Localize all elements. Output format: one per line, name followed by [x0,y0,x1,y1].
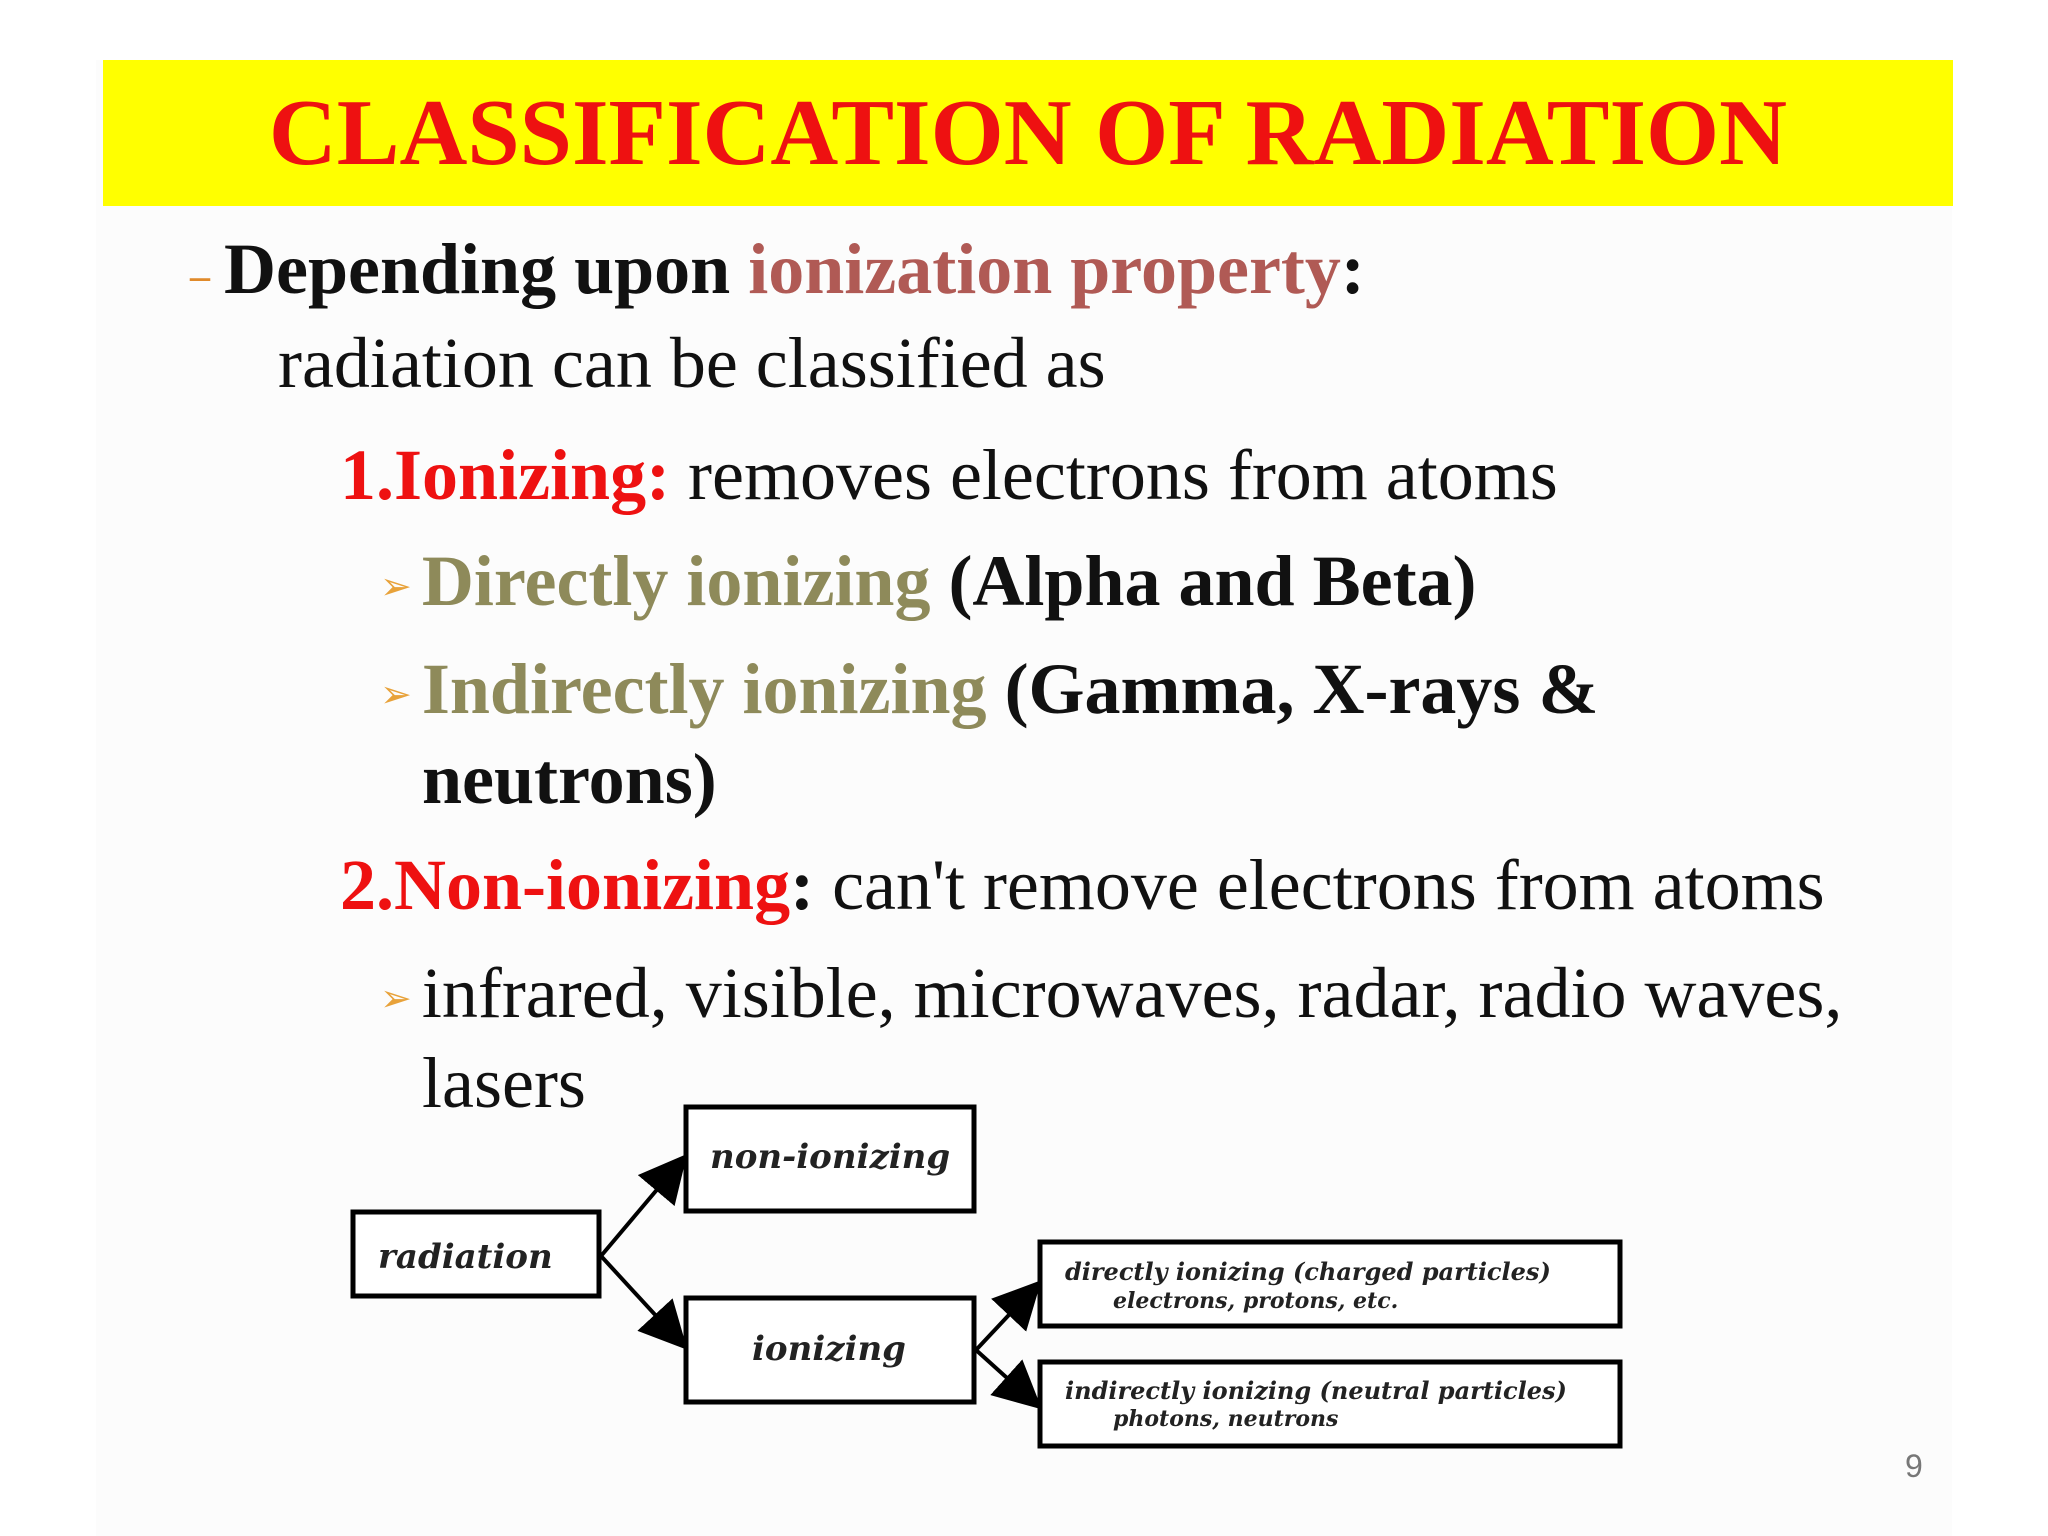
directly-ionizing-title: directly ionizing (charged particles) [1065,1257,1551,1286]
intro-prefix: Depending upon [224,229,749,309]
subitem-text-continuation: lasers [422,1043,586,1123]
item-non-ionizing [340,844,1825,927]
subitem-indirectly-ionizing [380,648,1598,731]
radiation-label: radiation [378,1237,553,1277]
arrow-bullet-icon: ➢ [380,566,412,608]
title-banner [103,60,1953,206]
arrow-bullet-icon: ➢ [380,978,412,1020]
arrow-to-non-ionizing [601,1160,682,1256]
item-description-non-ionizing: can't remove electrons from atoms [814,845,1825,925]
directly-ionizing-examples: electrons, protons, etc. [1113,1288,1399,1314]
indirectly-ionizing-examples: photons, neutrons [1113,1406,1339,1432]
arrow-to-indirectly-ionizing [976,1350,1036,1404]
arrow-to-directly-ionizing [976,1286,1036,1350]
arrow-to-ionizing [601,1256,682,1344]
ionizing-label: ionizing [752,1329,906,1369]
item-number-ionizing: 1.Ionizing: [340,435,671,515]
item-description-ionizing: removes electrons from atoms [670,435,1558,515]
subitem-detail: (Gamma, X-rays & [986,649,1599,729]
item-ionizing [340,434,1558,517]
subitem-type: Indirectly ionizing [421,649,987,729]
subitem-directly-ionizing [380,540,1477,623]
subitem-non-ionizing-examples [380,952,1842,1035]
item-number-non-ionizing: 2.Non-ionizing [340,845,791,925]
intro-continuation: radiation can be classified as [278,323,1106,403]
subitem-detail-continuation: neutrons) [422,739,717,819]
item-colon: : [790,845,815,925]
subitem-text: infrared, visible, microwaves, radar, radio waves, [421,953,1843,1033]
page-number: 9 [1905,1448,1923,1484]
subitem-type: Directly ionizing [421,541,931,621]
intro-accent: ionization property [748,229,1341,309]
radiation-classification-diagram [340,1090,1640,1475]
diagram-svg [340,1090,1640,1470]
arrow-bullet-icon: ➢ [380,674,412,716]
indirectly-ionizing-title: indirectly ionizing (neutral particles) [1065,1376,1567,1405]
slide-title: CLASSIFICATION OF RADIATION [268,81,1788,185]
subitem-detail: (Alpha and Beta) [930,541,1477,621]
intro-line [190,228,1365,311]
intro-colon: : [1340,229,1365,309]
non-ionizing-label: non-ionizing [710,1137,951,1177]
dash-bullet-icon: – [190,253,210,298]
